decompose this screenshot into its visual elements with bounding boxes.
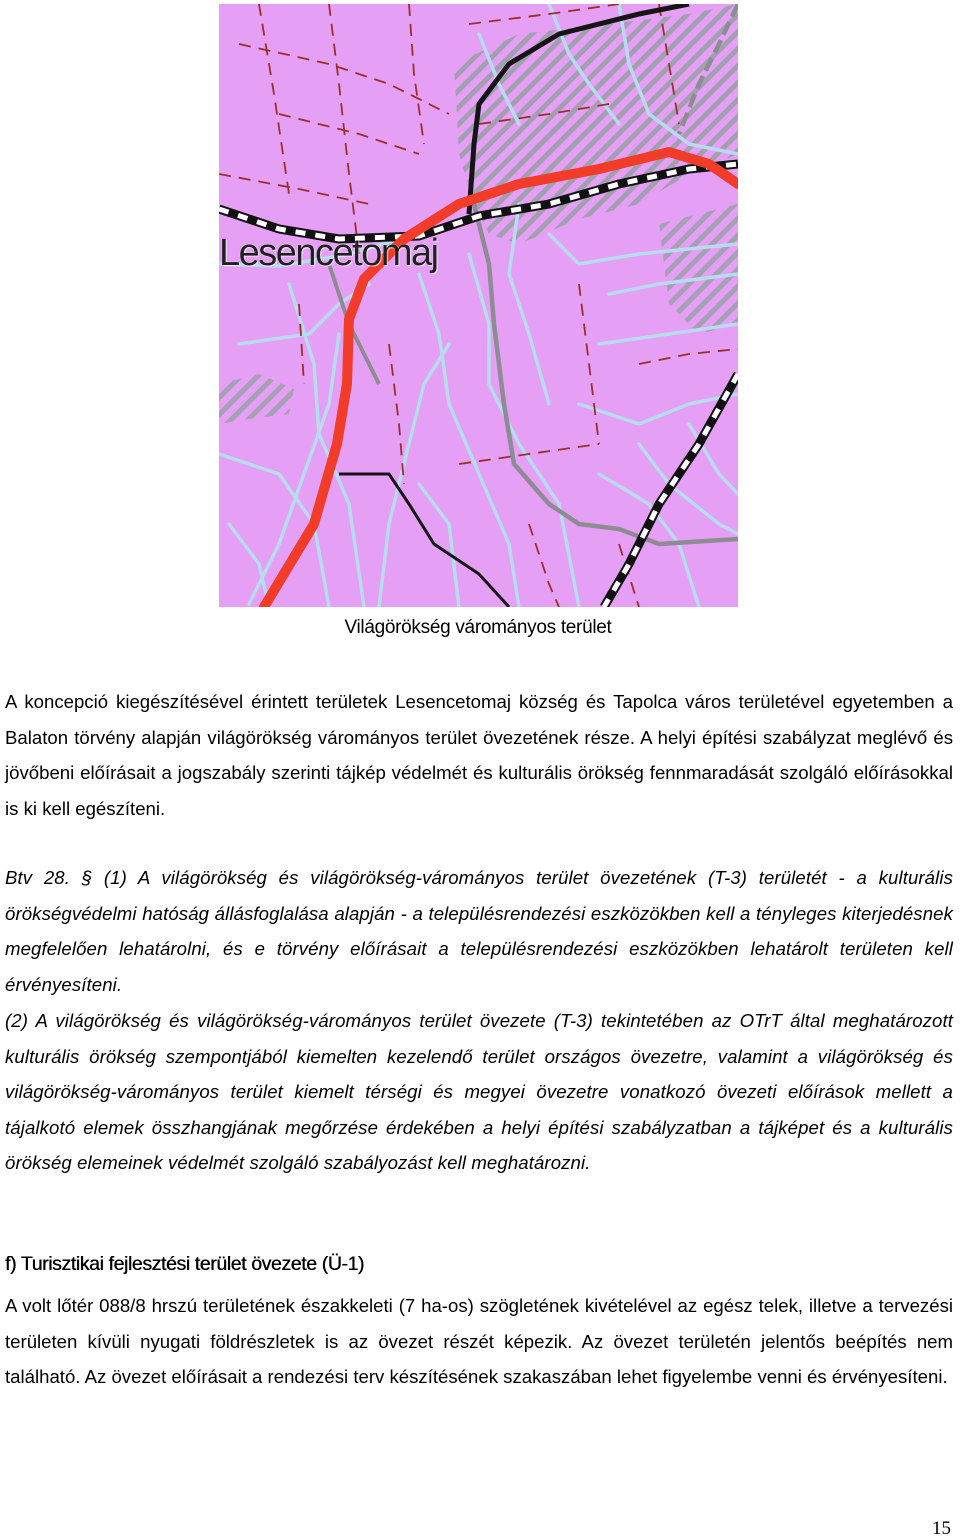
intro-paragraph: A koncepció kiegészítésével érintett területek Lesencetomaj község és Tapolca város területével egyetemben a Balaton törvény alapján világörökség várományos terület övezetének része. A helyi építési szabályzat meglévő és jövőbeni előírásait a jogszabály szerinti tájkép védelmét és kulturális örökség fennmaradását szolgáló előírásokkal is ki kell egészíteni. xyxy=(5,691,953,819)
map-caption: Világörökség várományos terület xyxy=(344,617,612,638)
section-heading: f) Turisztikai fejlesztési terület övezete (Ü-1) xyxy=(5,1253,365,1275)
law-paragraph-1: Btv 28. § (1) A világörökség és világörökség-várományos terület övezetének (T-3) területét - a kulturális örökségvédelmi hatóság állásfoglalása alapján - a településrendezési eszközökben kell a tényleges kiterjedésnek megfelelően lehatárolni, és e törvény előírásait a településrendezési eszközökben lehatárolt területen kell érvényesíteni. xyxy=(5,867,953,995)
page-number: 15 xyxy=(932,1518,951,1539)
section-body: A volt lőtér 088/8 hrszú területének északkeleti (7 ha-os) szögletének kivételével az egész telek, illetve a tervezési területen kívüli nyugati földrészletek is az övezet részét képezik. Az övezet területén jelentős beépítés nem található. Az övezet előírásait a rendezési terv készítésének szakaszában lehet figyelembe venni és érvényesíteni. xyxy=(5,1295,953,1387)
map-place-label: Lesencetomaj xyxy=(219,232,438,274)
zoning-map xyxy=(219,4,738,607)
map-graphic xyxy=(219,4,738,607)
law-paragraph-2: (2) A világörökség és világörökség-várományos terület övezete (T-3) tekintetében az OTrT által meghatározott kulturális örökség szempontjából kiemelten kezelendő terület országos övezetre, valamint a világörökség és világörökség-várományos terület kiemelt térségi és megyei övezetre vonatkozó övezeti előírások mellett a tájalkotó elemek összhangjának megőrzése érdekében a helyi építési szabályzatban a tájképet és a kulturális örökség elemeinek védelmét szolgáló szabályozást kell meghatározni. xyxy=(5,1010,953,1173)
